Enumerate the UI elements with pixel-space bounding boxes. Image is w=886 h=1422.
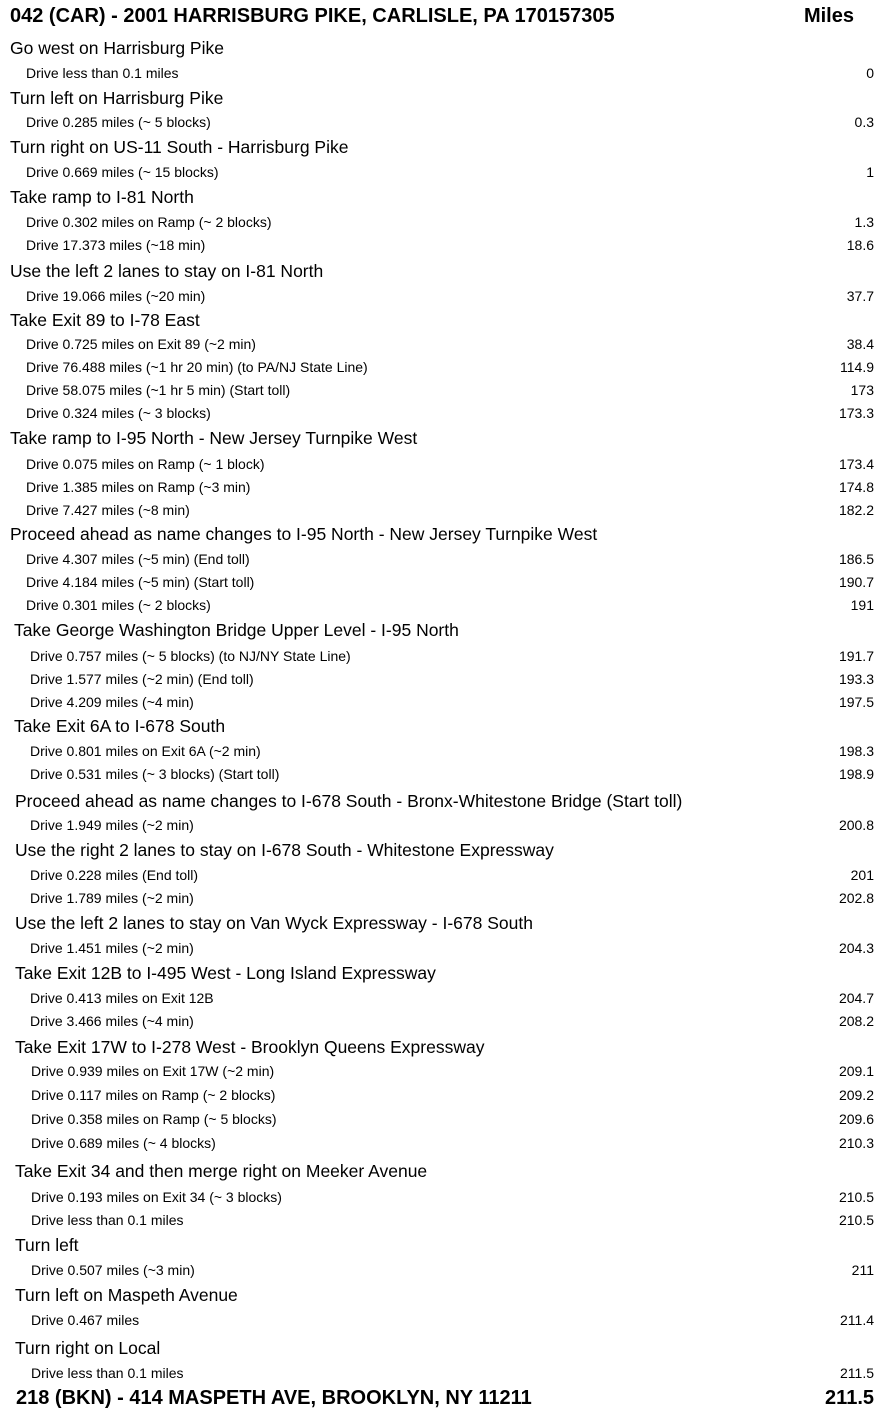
leg-cumulative-miles: 208.2 bbox=[838, 1013, 874, 1029]
leg-description: Drive 0.939 miles on Exit 17W (~2 min) bbox=[31, 1063, 275, 1079]
leg-cumulative-miles: 209.1 bbox=[838, 1063, 874, 1079]
leg-cumulative-miles: 202.8 bbox=[838, 890, 874, 906]
leg-description: Drive less than 0.1 miles bbox=[31, 1365, 184, 1381]
leg-cumulative-miles: 190.7 bbox=[838, 574, 874, 590]
step-instruction: Turn right on US-11 South - Harrisburg Pike bbox=[10, 137, 349, 157]
step-instruction: Take Exit 17W to I-278 West - Brooklyn Queens Expressway bbox=[15, 1037, 485, 1057]
step-instruction: Take Exit 89 to I-78 East bbox=[10, 310, 200, 330]
leg-description: Drive 0.801 miles on Exit 6A (~2 min) bbox=[30, 743, 261, 759]
leg-description: Drive 0.193 miles on Exit 34 (~ 3 blocks) bbox=[31, 1189, 282, 1205]
leg-cumulative-miles: 201 bbox=[850, 867, 874, 883]
leg-description: Drive 0.075 miles on Ramp (~ 1 block) bbox=[26, 456, 265, 472]
leg-cumulative-miles: 209.2 bbox=[838, 1087, 874, 1103]
leg-cumulative-miles: 210.5 bbox=[838, 1212, 874, 1228]
leg-cumulative-miles: 0 bbox=[866, 65, 874, 81]
leg-cumulative-miles: 37.7 bbox=[846, 288, 874, 304]
leg-cumulative-miles: 186.5 bbox=[838, 551, 874, 567]
step-instruction: Take Exit 34 and then merge right on Meeker Avenue bbox=[15, 1161, 428, 1181]
leg-cumulative-miles: 38.4 bbox=[846, 336, 874, 352]
step-instruction: Take ramp to I-95 North - New Jersey Turnpike West bbox=[10, 428, 418, 448]
leg-description: Drive 4.307 miles (~5 min) (End toll) bbox=[26, 551, 250, 567]
leg-cumulative-miles: 0.3 bbox=[854, 114, 874, 130]
leg-description: Drive less than 0.1 miles bbox=[26, 65, 179, 81]
leg-cumulative-miles: 1.3 bbox=[854, 214, 874, 230]
leg-cumulative-miles: 209.6 bbox=[838, 1111, 874, 1127]
leg-cumulative-miles: 210.5 bbox=[838, 1189, 874, 1205]
step-instruction: Turn left on Maspeth Avenue bbox=[15, 1285, 238, 1305]
leg-description: Drive 1.577 miles (~2 min) (End toll) bbox=[30, 671, 254, 687]
leg-cumulative-miles: 200.8 bbox=[838, 817, 874, 833]
leg-cumulative-miles: 198.3 bbox=[838, 743, 874, 759]
step-instruction: Turn left on Harrisburg Pike bbox=[10, 88, 224, 108]
leg-description: Drive 0.228 miles (End toll) bbox=[30, 867, 199, 883]
leg-description: Drive 0.302 miles on Ramp (~ 2 blocks) bbox=[26, 214, 272, 230]
leg-description: Drive 4.209 miles (~4 min) bbox=[30, 694, 194, 710]
leg-cumulative-miles: 211.5 bbox=[840, 1365, 874, 1381]
leg-cumulative-miles: 1 bbox=[866, 164, 874, 180]
leg-cumulative-miles: 174.8 bbox=[838, 479, 874, 495]
leg-description: Drive 58.075 miles (~1 hr 5 min) (Start toll) bbox=[26, 382, 291, 398]
step-instruction: Take George Washington Bridge Upper Level - I-95 North bbox=[14, 620, 459, 640]
leg-cumulative-miles: 191 bbox=[850, 597, 874, 613]
step-instruction: Turn right on Local bbox=[15, 1338, 161, 1358]
leg-cumulative-miles: 173 bbox=[850, 382, 874, 398]
leg-description: Drive 0.725 miles on Exit 89 (~2 min) bbox=[26, 336, 256, 352]
miles-column-header: Miles bbox=[803, 5, 854, 27]
leg-cumulative-miles: 211 bbox=[851, 1262, 874, 1278]
leg-cumulative-miles: 193.3 bbox=[838, 671, 874, 687]
leg-description: Drive 0.285 miles (~ 5 blocks) bbox=[26, 114, 211, 130]
leg-cumulative-miles: 173.4 bbox=[838, 456, 874, 472]
leg-description: Drive 17.373 miles (~18 min) bbox=[26, 237, 206, 253]
leg-description: Drive 4.184 miles (~5 min) (Start toll) bbox=[26, 574, 255, 590]
leg-cumulative-miles: 204.3 bbox=[838, 940, 874, 956]
destination-title: 218 (BKN) - 414 MASPETH AVE, BROOKLYN, NY 11211 bbox=[16, 1387, 532, 1409]
step-instruction: Use the left 2 lanes to stay on I-81 North bbox=[10, 261, 324, 281]
leg-cumulative-miles: 210.3 bbox=[838, 1135, 874, 1151]
step-instruction: Take ramp to I-81 North bbox=[10, 187, 194, 207]
leg-description: Drive 3.466 miles (~4 min) bbox=[30, 1013, 194, 1029]
leg-description: Drive 0.117 miles on Ramp (~ 2 blocks) bbox=[31, 1087, 276, 1103]
leg-description: Drive 0.358 miles on Ramp (~ 5 blocks) bbox=[31, 1111, 277, 1127]
leg-cumulative-miles: 173.3 bbox=[838, 405, 874, 421]
step-instruction: Turn left bbox=[15, 1235, 79, 1255]
leg-description: Drive 0.413 miles on Exit 12B bbox=[30, 990, 214, 1006]
step-instruction: Take Exit 6A to I-678 South bbox=[14, 716, 226, 736]
step-instruction: Use the left 2 lanes to stay on Van Wyck Expressway - I-678 South bbox=[15, 913, 533, 933]
leg-description: Drive 0.507 miles (~3 min) bbox=[31, 1262, 195, 1278]
leg-cumulative-miles: 197.5 bbox=[838, 694, 874, 710]
leg-description: Drive 0.757 miles (~ 5 blocks) (to NJ/NY State Line) bbox=[30, 648, 351, 664]
step-instruction: Proceed ahead as name changes to I-678 South - Bronx-Whitestone Bridge (Start toll) bbox=[15, 791, 683, 811]
leg-description: Drive 1.789 miles (~2 min) bbox=[30, 890, 194, 906]
step-instruction: Use the right 2 lanes to stay on I-678 South - Whitestone Expressway bbox=[15, 840, 554, 860]
leg-description: Drive 0.301 miles (~ 2 blocks) bbox=[26, 597, 211, 613]
leg-cumulative-miles: 18.6 bbox=[846, 237, 874, 253]
leg-cumulative-miles: 204.7 bbox=[838, 990, 874, 1006]
total-miles: 211.5 bbox=[825, 1387, 874, 1409]
leg-description: Drive 0.689 miles (~ 4 blocks) bbox=[31, 1135, 216, 1151]
leg-description: Drive 0.669 miles (~ 15 blocks) bbox=[26, 164, 219, 180]
leg-description: Drive 0.324 miles (~ 3 blocks) bbox=[26, 405, 211, 421]
leg-description: Drive 0.531 miles (~ 3 blocks) (Start toll) bbox=[30, 766, 280, 782]
leg-description: Drive 7.427 miles (~8 min) bbox=[26, 502, 190, 518]
leg-cumulative-miles: 211.4 bbox=[840, 1312, 874, 1328]
leg-cumulative-miles: 114.9 bbox=[840, 359, 874, 375]
leg-description: Drive 1.451 miles (~2 min) bbox=[30, 940, 194, 956]
leg-cumulative-miles: 198.9 bbox=[838, 766, 874, 782]
step-instruction: Take Exit 12B to I-495 West - Long Island Expressway bbox=[15, 963, 436, 983]
step-instruction: Go west on Harrisburg Pike bbox=[10, 38, 224, 58]
leg-description: Drive 19.066 miles (~20 min) bbox=[26, 288, 206, 304]
leg-description: Drive 76.488 miles (~1 hr 20 min) (to PA/NJ State Line) bbox=[26, 359, 368, 375]
leg-cumulative-miles: 191.7 bbox=[838, 648, 874, 664]
leg-description: Drive 0.467 miles bbox=[31, 1312, 140, 1328]
leg-description: Drive less than 0.1 miles bbox=[31, 1212, 184, 1228]
step-instruction: Proceed ahead as name changes to I-95 North - New Jersey Turnpike West bbox=[10, 524, 598, 544]
leg-description: Drive 1.949 miles (~2 min) bbox=[30, 817, 194, 833]
origin-title: 042 (CAR) - 2001 HARRISBURG PIKE, CARLISLE, PA 170157305 bbox=[10, 5, 615, 27]
leg-cumulative-miles: 182.2 bbox=[838, 502, 874, 518]
leg-description: Drive 1.385 miles on Ramp (~3 min) bbox=[26, 479, 251, 495]
